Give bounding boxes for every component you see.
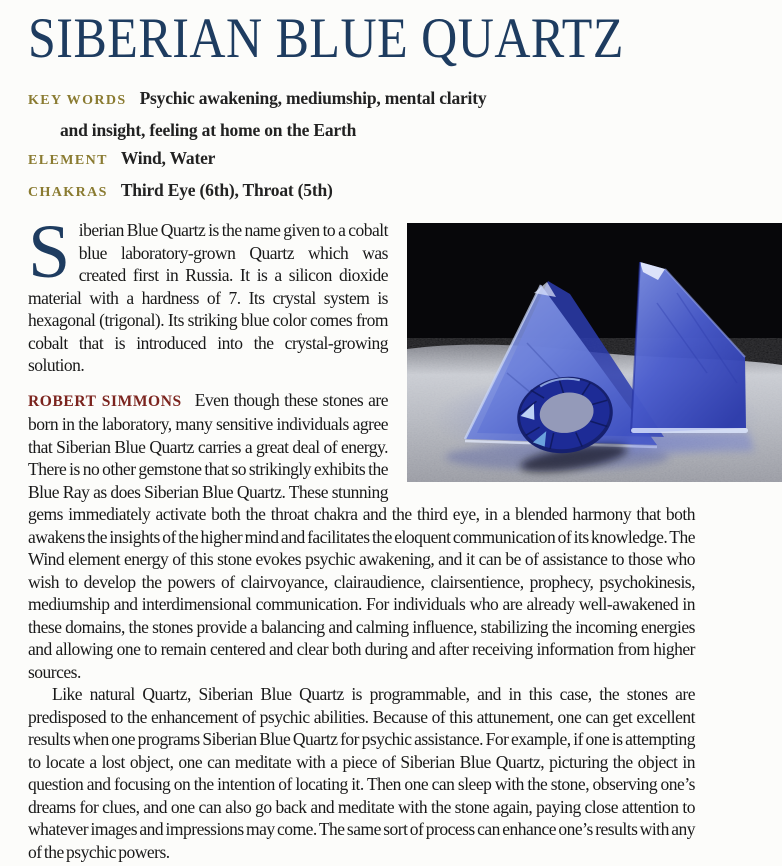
element-label: ELEMENT xyxy=(28,153,108,168)
chakras-row xyxy=(28,176,496,208)
keywords-row xyxy=(28,84,496,144)
chakras-value: Third Eye (6th), Throat (5th) xyxy=(120,179,333,200)
page-content xyxy=(28,0,695,863)
article-body xyxy=(28,210,695,863)
metadata-block xyxy=(28,84,496,207)
quartz-photo xyxy=(407,223,782,482)
keywords-label: KEY WORDS xyxy=(28,93,127,108)
intro-text: iberian Blue Quartz is the name given to a cobalt blue laboratory-grown Quartz which was created first in Russia. It is a silicon dioxide material with a hardness of 7. Its crystal system is hexagonal (trigonal). Its striking blue color comes from cobalt that is introduced into the crystal-growing solution. xyxy=(28,220,388,375)
quartz-photo-art xyxy=(407,223,782,482)
simmons-label: ROBERT SIMMONS xyxy=(28,392,182,410)
chakras-label: CHAKRAS xyxy=(28,184,108,200)
keywords-value: Psychic awakening, mediumship, mental clarity and insight, feeling at home on the Earth xyxy=(60,88,487,140)
element-row xyxy=(28,144,496,176)
simmons-text: Even though these stones are born in the laboratory, many sensitive individuals agree that Siberian Blue Quartz carries a great deal of energy. There is no other gemstone that so strikingly exhibits the Blue Ray as does Siberian Blue Quartz. These stunning gems immediately activate both the throat chakra and the third eye, in a blended harmony that both awakens the insights of the higher mind and facilitates the eloquent communication of its knowledge. The Wind element energy of this stone evokes psychic awakening, and it can be of assistance to those who wish to develop the powers of clairvoyance, clairaudience, clairsentience, prophecy, psychokinesis, mediumship and interdimensional communication. For individuals who are already well-awakened in these domains, the stones provide a balancing and calming influence, stabilizing the incoming energies and allowing one to remain centered and clear both during and after receiving information from higher sources. xyxy=(28,389,695,682)
programming-paragraph: Like natural Quartz, Siberian Blue Quartz is programmable, and in this case, the stones are predisposed to the enhancement of psychic abilities. Because of this attunement, one can get excellent results when one programs Siberian Blue Quartz for psychic assistance. For example, if one is attempting to locate a lost object, one can meditate with a piece of Siberian Blue Quartz, picturing the object in question and focusing on the intention of locating it. Then one can sleep with the stone, observing one’s dreams for clues, and one can also go back and meditate with the stone again, paying close attention to whatever images and impressions may come. The same sort of process can enhance one’s results with any of the psychic powers. xyxy=(28,684,695,862)
element-value: Wind, Water xyxy=(120,148,216,168)
page-title: SIBERIAN BLUE QUARTZ xyxy=(28,5,624,70)
drop-cap: S xyxy=(28,210,70,294)
